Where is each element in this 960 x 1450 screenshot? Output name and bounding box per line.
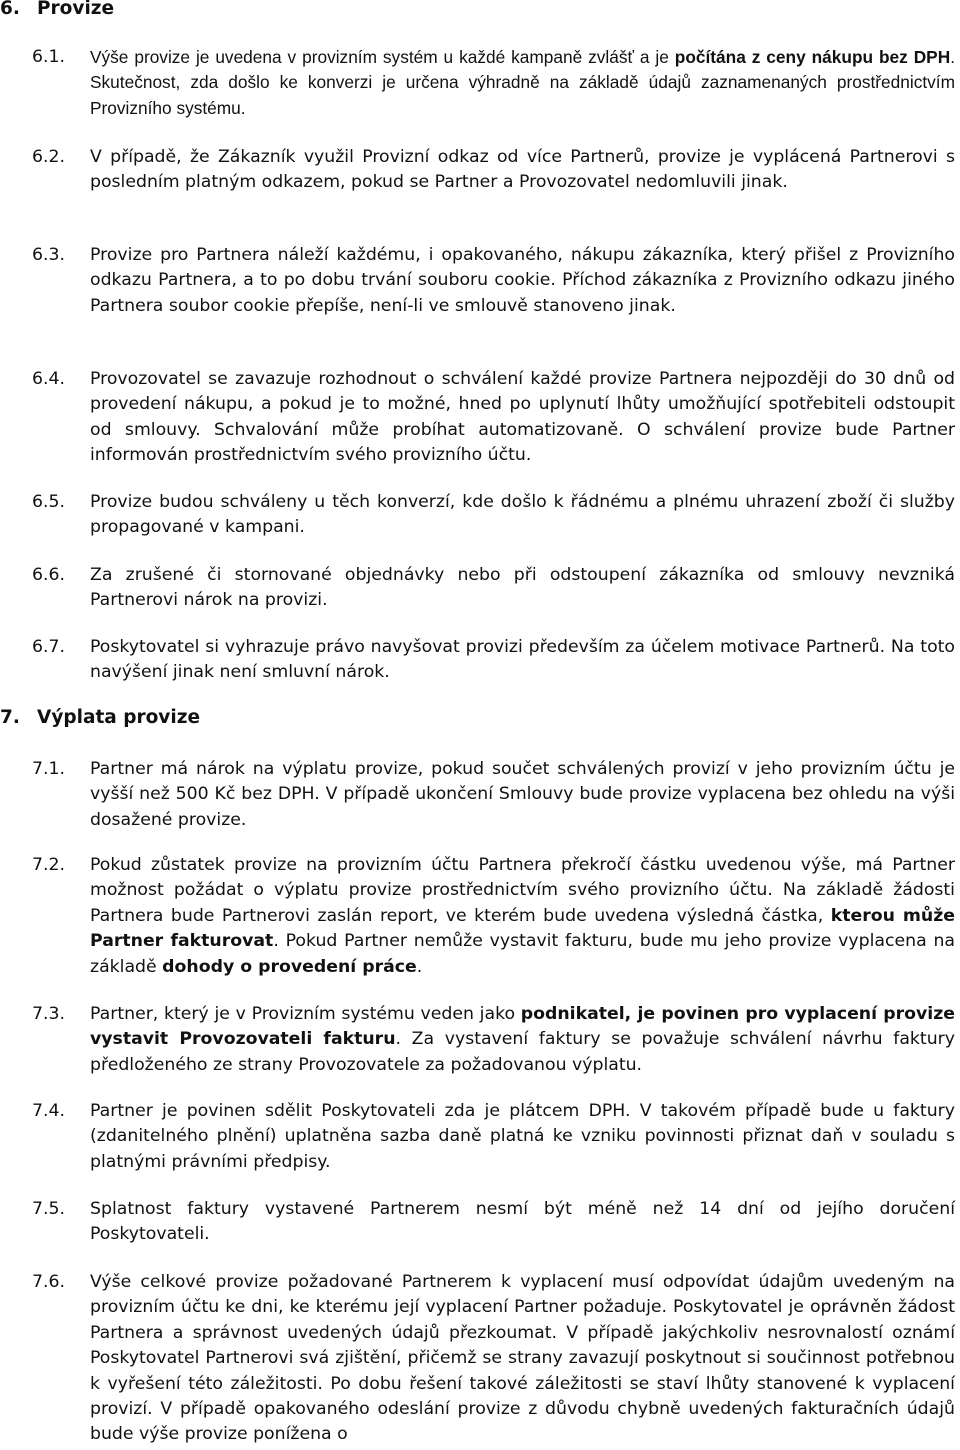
clause-text: Partner je povinen sdělit Poskytovateli zda je plátcem DPH. V takovém případě bude u faktury (zdanitelného plnění) uplatněna sazba daně platná ke vzniku povinnosti přiznat daň v souladu s platnými právními předpisy.: [90, 1101, 955, 1172]
clause-text: Výše celkové provize požadované Partnerem k vyplacení musí odpovídat údajům uvedeným na provizním účtu ke dni, ke kterému její vyplacení Partner požaduje. Poskytovatel je oprávněn žádost Partnera a správnost uvedených údajů přezkoumat. V případě jakýchkoliv nesrovnalostí oznámí Poskytovatel Partnerovi svá zjištění, přičemž se strany zavazují poskytnout si součinnost potřebnou k vyřešení této záležitosti. Po dobu řešení takové záležitosti se staví lhůty stanovené k vyplacení provizí. V případě opakovaného odeslání provize z důvodu chybně uvedených fakturačních údajů bude výše provize ponížena o: [90, 1272, 955, 1445]
clause-text: [90, 853, 955, 980]
clause-number: 6.6.: [32, 565, 65, 585]
section-heading-7: [0, 705, 200, 731]
section-title: Výplata provize: [37, 707, 201, 728]
clause-text-part: . Skutečnost, zda došlo ke konverzi je určena výhradně na základě údajů zaznamenaných prostřednictvím Provizního systému.: [90, 47, 955, 118]
clause-number: 7.2.: [32, 855, 65, 875]
clause-text-bold: počítána z ceny nákupu bez DPH: [674, 47, 951, 67]
clause-text: [90, 1002, 955, 1078]
clause-6-1: [32, 45, 955, 121]
clause-text: Splatnost faktury vystavené Partnerem nesmí být méně než 14 dní od jejího doručení Poskytovateli.: [90, 1199, 955, 1245]
clause-7-5: [32, 1197, 955, 1248]
clause-6-4: [32, 367, 955, 469]
clause-text-part: Partner, který je v Provizním systému veden jako: [90, 1004, 521, 1024]
clause-text: Partner má nárok na výplatu provize, pokud součet schválených provizí v jeho provizním účtu je vyšší než 500 Kč bez DPH. V případě ukončení Smlouvy bude provize vyplacena bez ohledu na výši dosažené provize.: [90, 759, 955, 830]
clause-text: Poskytovatel si vyhrazuje právo navyšovat provizi především za účelem motivace Partnerů. Na toto navýšení jinak není smluvní nárok.: [90, 637, 955, 683]
clause-text-bold: podnikatel, je povinen pro vyplacení provize vystavit Provozovateli fakturu: [90, 1004, 955, 1050]
clause-text: Provozovatel se zavazuje rozhodnout o schválení každé provize Partnera nejpozději do 30 dnů od provedení nákupu, a pokud je to možné, hned po uplynutí lhůty umožňující spotřebiteli odstoupit od smlouvy. Schvalování může probíhat automatizovaně. O schválení provize bude Partner informován prostřednictvím svého provizního účtu.: [90, 369, 955, 466]
clause-6-2: [32, 145, 955, 196]
clause-number: 7.1.: [32, 759, 65, 779]
clause-text-part: Výše provize je uvedena v provizním systém u každé kampaně zvlášť a je: [90, 47, 675, 67]
clause-number: 6.2.: [32, 147, 65, 167]
section-number: 6.: [0, 0, 20, 19]
clause-text: Provize budou schváleny u těch konverzí, kde došlo k řádnému a plnému uhrazení zboží či služby propagované v kampani.: [90, 492, 955, 538]
clause-number: 6.5.: [32, 492, 65, 512]
clause-number: 6.7.: [32, 637, 65, 657]
clause-7-6: [32, 1270, 955, 1448]
clause-number: 7.5.: [32, 1199, 65, 1219]
clause-number: 7.4.: [32, 1101, 65, 1121]
clause-text-bold: kterou může Partner fakturovat: [90, 905, 956, 952]
clause-6-7: [32, 635, 955, 686]
clause-7-3: [32, 1002, 955, 1078]
clause-text: [90, 45, 955, 121]
clause-number: 7.3.: [32, 1004, 65, 1024]
clause-text-part: .: [416, 956, 423, 977]
clause-number: 6.3.: [32, 245, 65, 265]
clause-6-6: [32, 563, 955, 614]
clause-7-4: [32, 1099, 955, 1175]
section-heading-6: [0, 0, 114, 22]
clause-text: Provize pro Partnera náleží každému, i opakovaného, nákupu zákazníka, který přišel z Provizního odkazu Partnera, a to po dobu trvání souboru cookie. Příchod zákazníka z Provizního odkazu jiného Partnera soubor cookie přepíše, není-li ve smlouvě stanoveno jinak.: [90, 245, 955, 316]
section-number: 7.: [0, 707, 20, 728]
clause-text-part: . Za vystavení faktury se považuje schválení návrhu faktury předloženého ze strany Provozovatele za požadovanou výplatu.: [90, 1029, 955, 1075]
clause-6-5: [32, 490, 955, 541]
clause-6-3: [32, 243, 955, 319]
clause-7-1: [32, 757, 955, 833]
clause-text: V případě, že Zákazník využil Provizní odkaz od více Partnerů, provize je vyplácená Partnerovi s posledním platným odkazem, pokud se Partner a Provozovatel nedomluvili jinak.: [90, 147, 955, 193]
clause-number: 6.4.: [32, 369, 65, 389]
clause-text: Za zrušené či stornované objednávky nebo při odstoupení zákazníka od smlouvy nevzniká Partnerovi nárok na provizi.: [90, 565, 955, 611]
clause-number: 6.1.: [32, 47, 65, 67]
clause-text-part: . Pokud Partner nemůže vystavit fakturu, bude mu jeho provize vyplacena na základě: [90, 931, 955, 977]
clause-7-2: [32, 853, 955, 980]
clause-number: 7.6.: [32, 1272, 65, 1292]
clause-text-bold: dohody o provedení práce: [162, 956, 417, 977]
section-title: Provize: [37, 0, 115, 19]
clause-text-part: Pokud zůstatek provize na provizním účtu Partnera překročí částku uvedenou výše, má Partner možnost požádat o výplatu provize prostřednictvím svého provizního účtu. Na základě žádosti Partnera bude Partnerovi zaslán report, ve kterém bude uvedena výsledná částka,: [90, 855, 955, 926]
